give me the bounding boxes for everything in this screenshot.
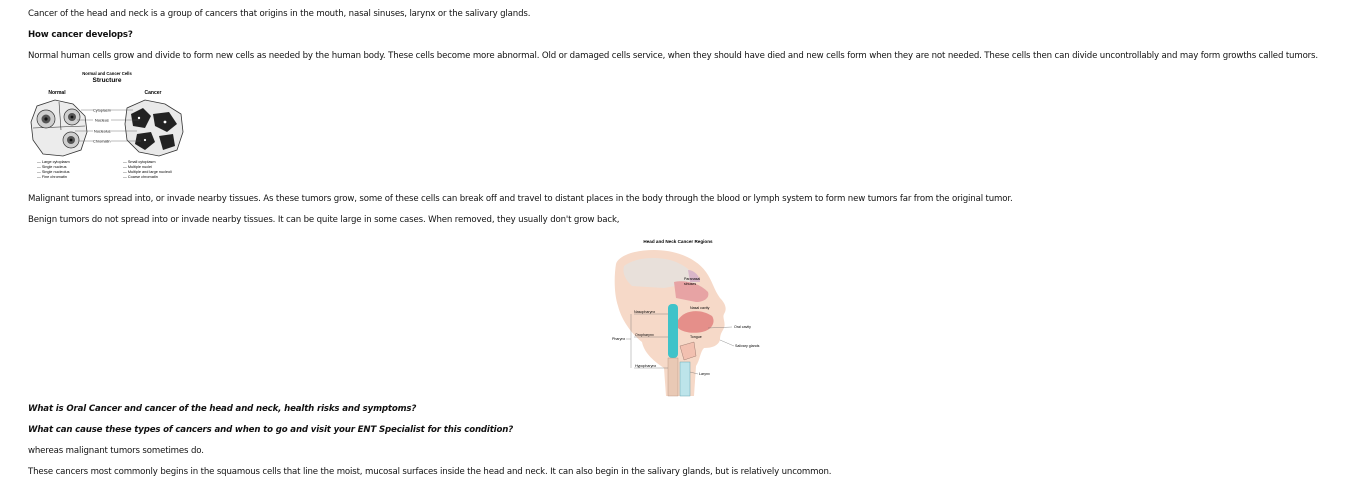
malignant-paragraph: Malignant tumors spread into, or invade nearby tissues. As these tumors grow, some of these cells can break off and travel to distant places in the body through the blood or lymph system to form new tumors far from the original tumor. bbox=[28, 194, 1013, 204]
label-nucleus: Nucleus bbox=[95, 118, 109, 123]
head-neck-regions-figure bbox=[604, 236, 764, 398]
cancer-label: Cancer bbox=[144, 90, 162, 96]
cancer-cells-illustration bbox=[125, 100, 183, 156]
label-nucleolus: Nucleolus bbox=[94, 129, 111, 134]
question-oral-cancer: What is Oral Cancer and cancer of the head and neck, health risks and symptoms? bbox=[28, 404, 417, 414]
cancer-traits-list bbox=[123, 160, 172, 179]
normal-label: Normal bbox=[48, 90, 66, 96]
normal-trait: — Single nucleolus bbox=[37, 170, 70, 174]
label-tongue: Tongue bbox=[690, 335, 702, 339]
label-pharynx: Pharynx bbox=[612, 337, 626, 341]
label-nasal-cavity: Nasal cavity bbox=[690, 306, 710, 310]
label-hypopharynx: Hypopharynx bbox=[635, 364, 657, 368]
label-chromatin: Chromatin bbox=[93, 139, 111, 144]
normal-trait: — Large cytoplasm bbox=[37, 160, 70, 164]
label-oropharynx: Oropharynx bbox=[635, 333, 654, 337]
benign-paragraph: Benign tumors do not spread into or invade nearby tissues. It can be quite large in some cases. When removed, they usually don't grow back, bbox=[28, 215, 620, 225]
normal-traits-list bbox=[37, 160, 70, 179]
label-salivary-glands: Salivary glands bbox=[735, 344, 760, 348]
cancer-trait: — Small cytoplasm bbox=[123, 160, 156, 164]
label-paranasal: Paranasal bbox=[684, 277, 701, 281]
question-causes: What can cause these types of cancers and when to go and visit your ENT Specialist for this condition? bbox=[28, 425, 514, 435]
cells-figure-supertitle: Normal and Cancer Cells bbox=[82, 71, 132, 76]
label-sinuses: sinuses bbox=[684, 282, 697, 286]
normal-cells-paragraph: Normal human cells grow and divide to form new cells as needed by the human body. These cells become more abnormal. Old or damaged cells service, when they should have died and new cells form when they are not needed. These cells then can divide uncontrollably and may form growths called tumors. bbox=[28, 51, 1318, 61]
regions-figure-title: Head and Neck Cancer Regions bbox=[643, 239, 713, 244]
squamous-paragraph: These cancers most commonly begins in the squamous cells that line the moist, mucosal surfaces inside the head and neck. It can also begin in the salivary glands, but is relatively uncommon. bbox=[28, 467, 832, 477]
normal-trait: — Single nucleus bbox=[37, 165, 67, 169]
intro-paragraph: Cancer of the head and neck is a group of cancers that origins in the mouth, nasal sinuses, larynx or the salivary glands. bbox=[28, 9, 531, 19]
label-cytoplasm: Cytoplasm bbox=[93, 108, 111, 113]
normal-trait: — Fine chromatin bbox=[37, 175, 67, 179]
cancer-trait: — Multiple and large nucleoli bbox=[123, 170, 172, 174]
label-nasopharynx: Nasopharynx bbox=[634, 310, 656, 314]
cancer-trait: — Multiple nuclei bbox=[123, 165, 152, 169]
label-oral-cavity: Oral cavity bbox=[734, 325, 751, 329]
heading-how-cancer-develops: How cancer develops? bbox=[28, 30, 133, 40]
cell-structure-figure bbox=[27, 70, 185, 182]
cancer-trait: — Coarse chromatin bbox=[123, 175, 158, 179]
label-larynx: Larynx bbox=[699, 372, 710, 376]
normal-cells-illustration bbox=[31, 100, 87, 156]
cells-figure-title: Structure bbox=[92, 77, 122, 84]
whereas-paragraph: whereas malignant tumors sometimes do. bbox=[28, 446, 204, 456]
